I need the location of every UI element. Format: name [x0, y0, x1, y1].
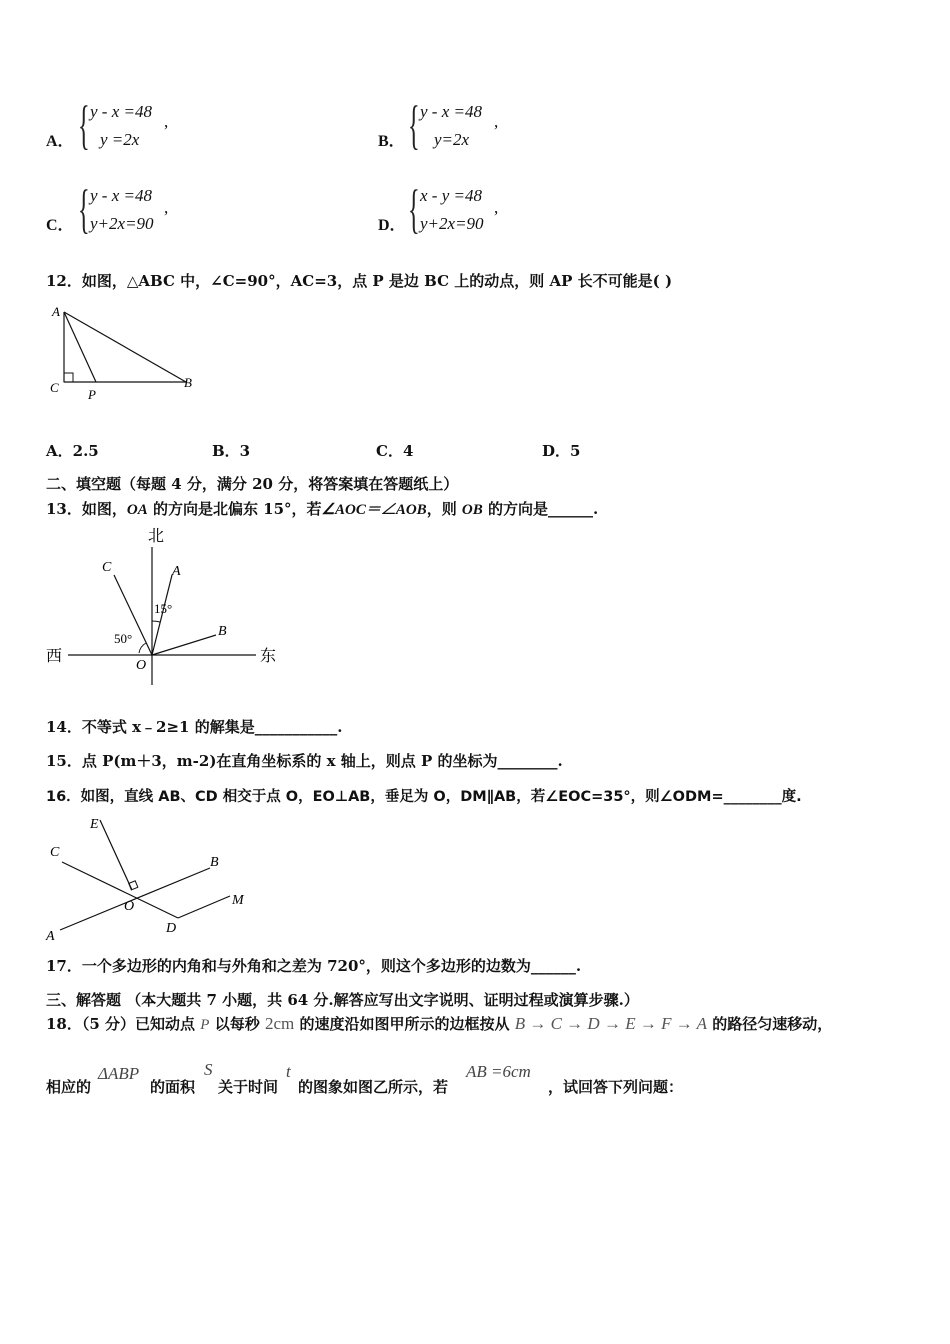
ray-oe [100, 820, 132, 890]
label-b: B [210, 855, 219, 870]
label-d: D [166, 921, 177, 936]
symbol-s: S [204, 1060, 213, 1079]
line-ab [60, 868, 210, 930]
equation-line-2: y=2x [434, 130, 470, 149]
option-d: D．5 [542, 442, 581, 460]
equation-line-2: y+2x=90 [90, 214, 154, 233]
label-c: C [50, 845, 60, 860]
symbol-t: t [286, 1062, 291, 1081]
label-b: B [218, 624, 227, 639]
label-b: B [184, 375, 192, 390]
label-north: 北 [148, 528, 165, 545]
option-c-label: C． [46, 217, 74, 234]
text-answer-questions: ，试回答下列问题： [548, 1078, 684, 1096]
label-a: A [172, 564, 181, 579]
option-a: A．2.5 [46, 442, 99, 460]
label-e: E [90, 817, 99, 832]
question-13-text: 13．如图，OA 的方向是北偏东 15°，若∠AOC＝∠AOB，则 OB 的方向是______. [46, 500, 599, 518]
angle-label-50: 50° [114, 631, 133, 646]
label-c: C [102, 560, 112, 575]
brace-icon: { [78, 179, 90, 239]
question-17-text: 17．一个多边形的内角和与外角和之差为 720°，则这个多边形的边数为______. [46, 957, 582, 975]
segment-dm [178, 896, 230, 918]
option-a-label: A． [46, 133, 74, 150]
angle-arc-15 [152, 621, 160, 622]
option-d-label: D． [378, 217, 406, 234]
question-12-text: 12．如图，△ABC 中，∠C=90°，AC=3，点 P 是边 BC 上的动点，则 AP 长不可能是( ) [46, 272, 673, 290]
side-ab [64, 312, 186, 382]
text-area-of: 的面积 [150, 1078, 196, 1096]
comma: , [494, 198, 499, 217]
label-p: P [88, 387, 96, 402]
label-m: M [232, 893, 244, 908]
question-18-line-1: 18．（5 分）已知动点 P 以每秒 2cm 的速度沿如图甲所示的边框按从 B → C → D → E → F → A 的路径匀速移动， [46, 1014, 833, 1033]
label-west: 西 [46, 648, 63, 665]
direction-figure [40, 525, 290, 690]
equation-line-1: y - x =48 [420, 102, 482, 121]
text-about-time: 关于时间 [218, 1078, 279, 1096]
option-b-label: B． [378, 133, 405, 150]
equation-line-1: x - y =48 [420, 186, 482, 205]
triangle-figure [44, 300, 204, 405]
question-14-text: 14．不等式 x﹣2≥1 的解集是___________. [46, 718, 343, 736]
option-c: C．4 [376, 442, 414, 460]
label-a: A [52, 304, 60, 319]
equation-line-2: y =2x [100, 130, 140, 149]
question-18-line-2: 相应的 [46, 1078, 92, 1096]
comma: , [164, 198, 169, 217]
option-b: B．3 [212, 442, 251, 460]
ab-length: AB =6cm [466, 1062, 531, 1081]
line-cd [62, 862, 178, 918]
brace-icon: { [408, 179, 420, 239]
triangle-abp: ΔABP [98, 1064, 140, 1083]
label-o: O [124, 899, 135, 914]
ray-ob [152, 635, 216, 655]
question-16-text: 16．如图，直线 AB、CD 相交于点 O，EO⊥AB，垂足为 O，DM∥AB，若∠EOC=35°，则∠ODM=________度. [46, 789, 802, 805]
label-c: C [50, 380, 59, 395]
label-a: A [46, 929, 55, 944]
section-2-heading: 二、填空题（每题 4 分，满分 20 分，将答案填在答题纸上） [46, 475, 459, 493]
angle-label-15: 15° [154, 601, 173, 616]
brace-icon: { [408, 95, 420, 155]
equation-line-1: y - x =48 [90, 102, 152, 121]
equation-line-1: y - x =48 [90, 186, 152, 205]
right-angle-mark [64, 373, 73, 382]
question-15-text: 15．点 P(m＋3，m-2)在直角坐标系的 x 轴上，则点 P 的坐标为________. [46, 752, 563, 770]
label-east: 东 [260, 648, 277, 665]
comma: , [494, 112, 499, 131]
segment-ap [64, 312, 96, 382]
brace-icon: { [78, 95, 90, 155]
intersecting-lines-figure [40, 810, 260, 945]
text-graph-shown: 的图象如图乙所示，若 [298, 1078, 449, 1096]
comma: , [164, 112, 169, 131]
section-3-heading: 三、解答题 （本大题共 7 小题，共 64 分.解答应写出文字说明、证明过程或演算步骤.） [46, 991, 639, 1009]
equation-line-2: y+2x=90 [420, 214, 484, 233]
label-o: O [136, 658, 147, 673]
angle-arc-50 [139, 643, 146, 653]
